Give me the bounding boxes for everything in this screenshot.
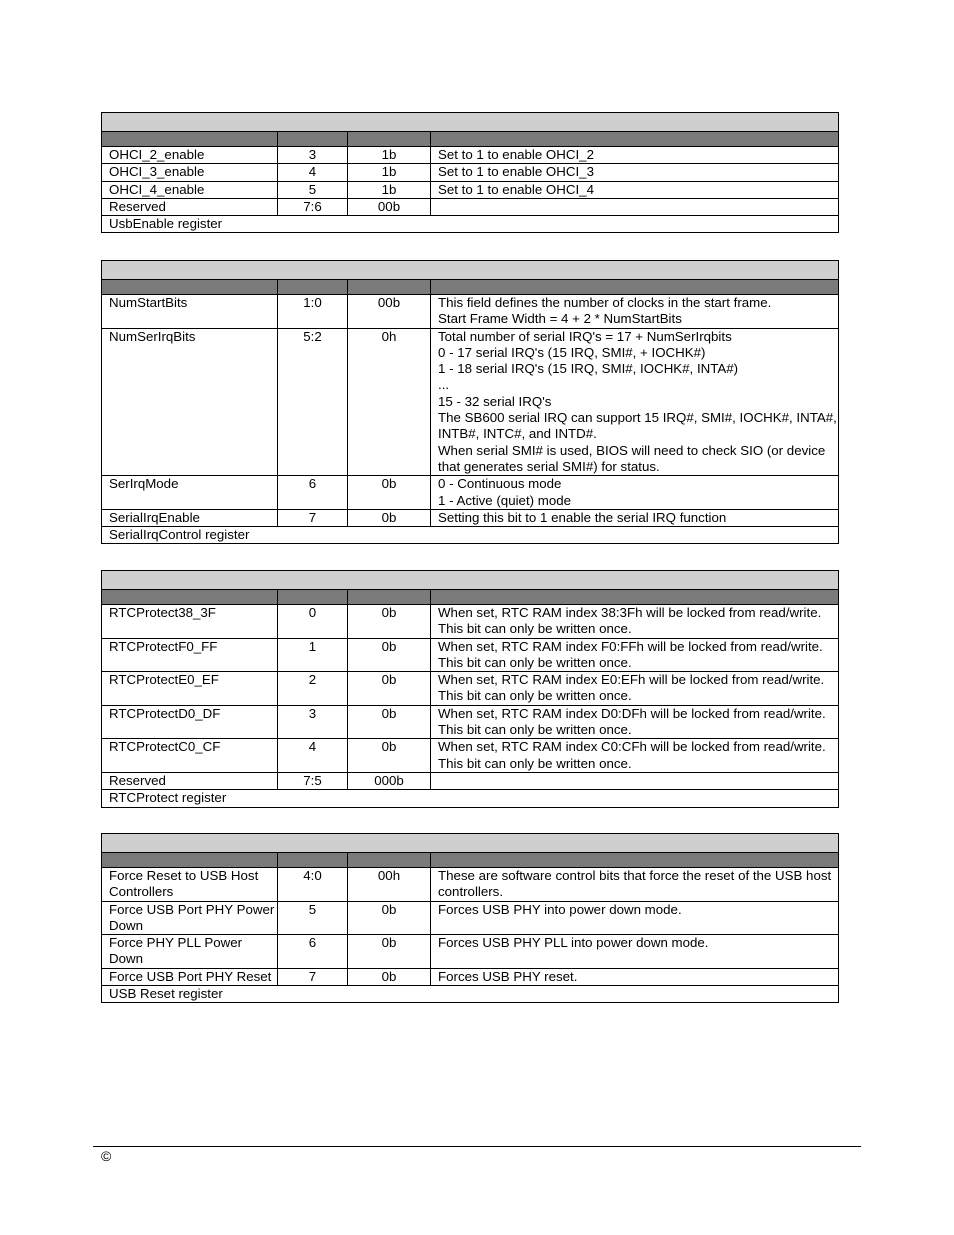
table-row [102,164,839,181]
header-cell [348,853,431,868]
bits-cell: 4:0 [278,868,348,902]
field-name-cell: RTCProtect38_3F [102,605,278,639]
field-name-cell: Force PHY PLL Power Down [102,935,278,969]
register-table [101,112,839,233]
header-cell [348,590,431,605]
header-cell [102,590,278,605]
table-title-bar [102,113,839,132]
table-row [102,638,839,672]
default-cell: 00h [348,868,431,902]
header-cell [278,280,348,295]
table-row [102,772,839,789]
default-cell: 0b [348,705,431,739]
bits-cell: 3 [278,147,348,164]
description-cell: Set to 1 to enable OHCI_3 [431,164,839,181]
table-header-row [102,590,839,605]
default-cell: 0h [348,328,431,476]
default-cell: 0b [348,935,431,969]
table-footer-row [102,527,839,544]
default-cell: 1b [348,147,431,164]
table-row [102,605,839,639]
bits-cell: 5:2 [278,328,348,476]
description-cell: Setting this bit to 1 enable the serial IRQ function [431,509,839,526]
bits-cell: 6 [278,476,348,510]
description-cell: Set to 1 to enable OHCI_2 [431,147,839,164]
header-cell [102,280,278,295]
field-name-cell: SerialIrqEnable [102,509,278,526]
table-title-bar [102,834,839,853]
field-name-cell: OHCI_3_enable [102,164,278,181]
default-cell: 0b [348,968,431,985]
field-name-cell: NumSerIrqBits [102,328,278,476]
copyright-text: © [101,1148,112,1164]
footer-rule [93,1146,861,1147]
table-header-row [102,132,839,147]
description-cell: Total number of serial IRQ's = 17 + NumSerIrqbits 0 - 17 serial IRQ's (15 IRQ, SMI#, + IOCHK#) 1 - 18 serial IRQ's (15 IRQ, SMI#, IOCHK#, INTA#) ... 15 - 32 serial IRQ's The SB600 serial IRQ can support 15 IRQ#, SMI#, IOCHK#, INTA#, INTB#, INTC#, and INTD#. When serial SMI# is used, BIOS will need to check SIO (or device that generates serial SMI#) for status. [431,328,839,476]
register-name: RTCProtect register [102,790,839,807]
description-cell: Forces USB PHY reset. [431,968,839,985]
table-row [102,198,839,215]
table-row [102,868,839,902]
header-cell [431,280,839,295]
table-row [102,147,839,164]
bits-cell: 7:6 [278,198,348,215]
description-cell: These are software control bits that force the reset of the USB host controllers. [431,868,839,902]
field-name-cell: OHCI_2_enable [102,147,278,164]
table-row [102,672,839,706]
default-cell: 0b [348,901,431,935]
table-row [102,509,839,526]
table-row [102,968,839,985]
register-table [101,833,839,1003]
default-cell: 0b [348,605,431,639]
header-cell [431,853,839,868]
table-footer-row [102,986,839,1003]
description-cell: When set, RTC RAM index C0:CFh will be locked from read/write. This bit can only be written once. [431,739,839,773]
default-cell: 1b [348,181,431,198]
table-row [102,739,839,773]
header-cell [431,132,839,147]
description-cell: When set, RTC RAM index 38:3Fh will be locked from read/write. This bit can only be written once. [431,605,839,639]
register-table [101,570,839,808]
field-name-cell: Force USB Port PHY Reset [102,968,278,985]
bits-cell: 2 [278,672,348,706]
field-name-cell: Reserved [102,198,278,215]
default-cell: 00b [348,198,431,215]
table-title-bar [102,571,839,590]
bits-cell: 7:5 [278,772,348,789]
table-footer-row [102,216,839,233]
table-row [102,705,839,739]
table-title-bar [102,261,839,280]
default-cell: 0b [348,476,431,510]
field-name-cell: Force Reset to USB Host Controllers [102,868,278,902]
default-cell: 0b [348,672,431,706]
description-cell: Forces USB PHY PLL into power down mode. [431,935,839,969]
table-row [102,328,839,476]
bits-cell: 4 [278,739,348,773]
header-cell [278,590,348,605]
description-cell: Set to 1 to enable OHCI_4 [431,181,839,198]
table-row [102,901,839,935]
field-name-cell: Reserved [102,772,278,789]
description-cell: 0 - Continuous mode 1 - Active (quiet) mode [431,476,839,510]
header-cell [431,590,839,605]
bits-cell: 0 [278,605,348,639]
default-cell: 000b [348,772,431,789]
register-name: SerialIrqControl register [102,527,839,544]
header-cell [348,132,431,147]
field-name-cell: OHCI_4_enable [102,181,278,198]
header-cell [348,280,431,295]
table-row [102,181,839,198]
field-name-cell: NumStartBits [102,295,278,329]
bits-cell: 7 [278,968,348,985]
description-cell: When set, RTC RAM index E0:EFh will be locked from read/write. This bit can only be written once. [431,672,839,706]
table-header-row [102,280,839,295]
table-row [102,476,839,510]
field-name-cell: RTCProtectF0_FF [102,638,278,672]
register-name: USB Reset register [102,986,839,1003]
header-cell [102,132,278,147]
bits-cell: 1 [278,638,348,672]
table-row [102,295,839,329]
table-header-row [102,853,839,868]
table-footer-row [102,790,839,807]
bits-cell: 7 [278,509,348,526]
bits-cell: 5 [278,181,348,198]
bits-cell: 3 [278,705,348,739]
description-cell: Forces USB PHY into power down mode. [431,901,839,935]
default-cell: 00b [348,295,431,329]
field-name-cell: SerIrqMode [102,476,278,510]
field-name-cell: RTCProtectC0_CF [102,739,278,773]
header-cell [278,132,348,147]
header-cell [278,853,348,868]
bits-cell: 4 [278,164,348,181]
field-name-cell: RTCProtectD0_DF [102,705,278,739]
field-name-cell: RTCProtectE0_EF [102,672,278,706]
register-name: UsbEnable register [102,216,839,233]
default-cell: 0b [348,509,431,526]
default-cell: 0b [348,638,431,672]
bits-cell: 1:0 [278,295,348,329]
register-table [101,260,839,544]
default-cell: 1b [348,164,431,181]
bits-cell: 6 [278,935,348,969]
description-cell [431,772,839,789]
default-cell: 0b [348,739,431,773]
description-cell: When set, RTC RAM index D0:DFh will be locked from read/write. This bit can only be written once. [431,705,839,739]
description-cell: This field defines the number of clocks in the start frame. Start Frame Width = 4 + 2 * NumStartBits [431,295,839,329]
table-row [102,935,839,969]
description-cell: When set, RTC RAM index F0:FFh will be locked from read/write. This bit can only be written once. [431,638,839,672]
bits-cell: 5 [278,901,348,935]
description-cell [431,198,839,215]
header-cell [102,853,278,868]
field-name-cell: Force USB Port PHY Power Down [102,901,278,935]
